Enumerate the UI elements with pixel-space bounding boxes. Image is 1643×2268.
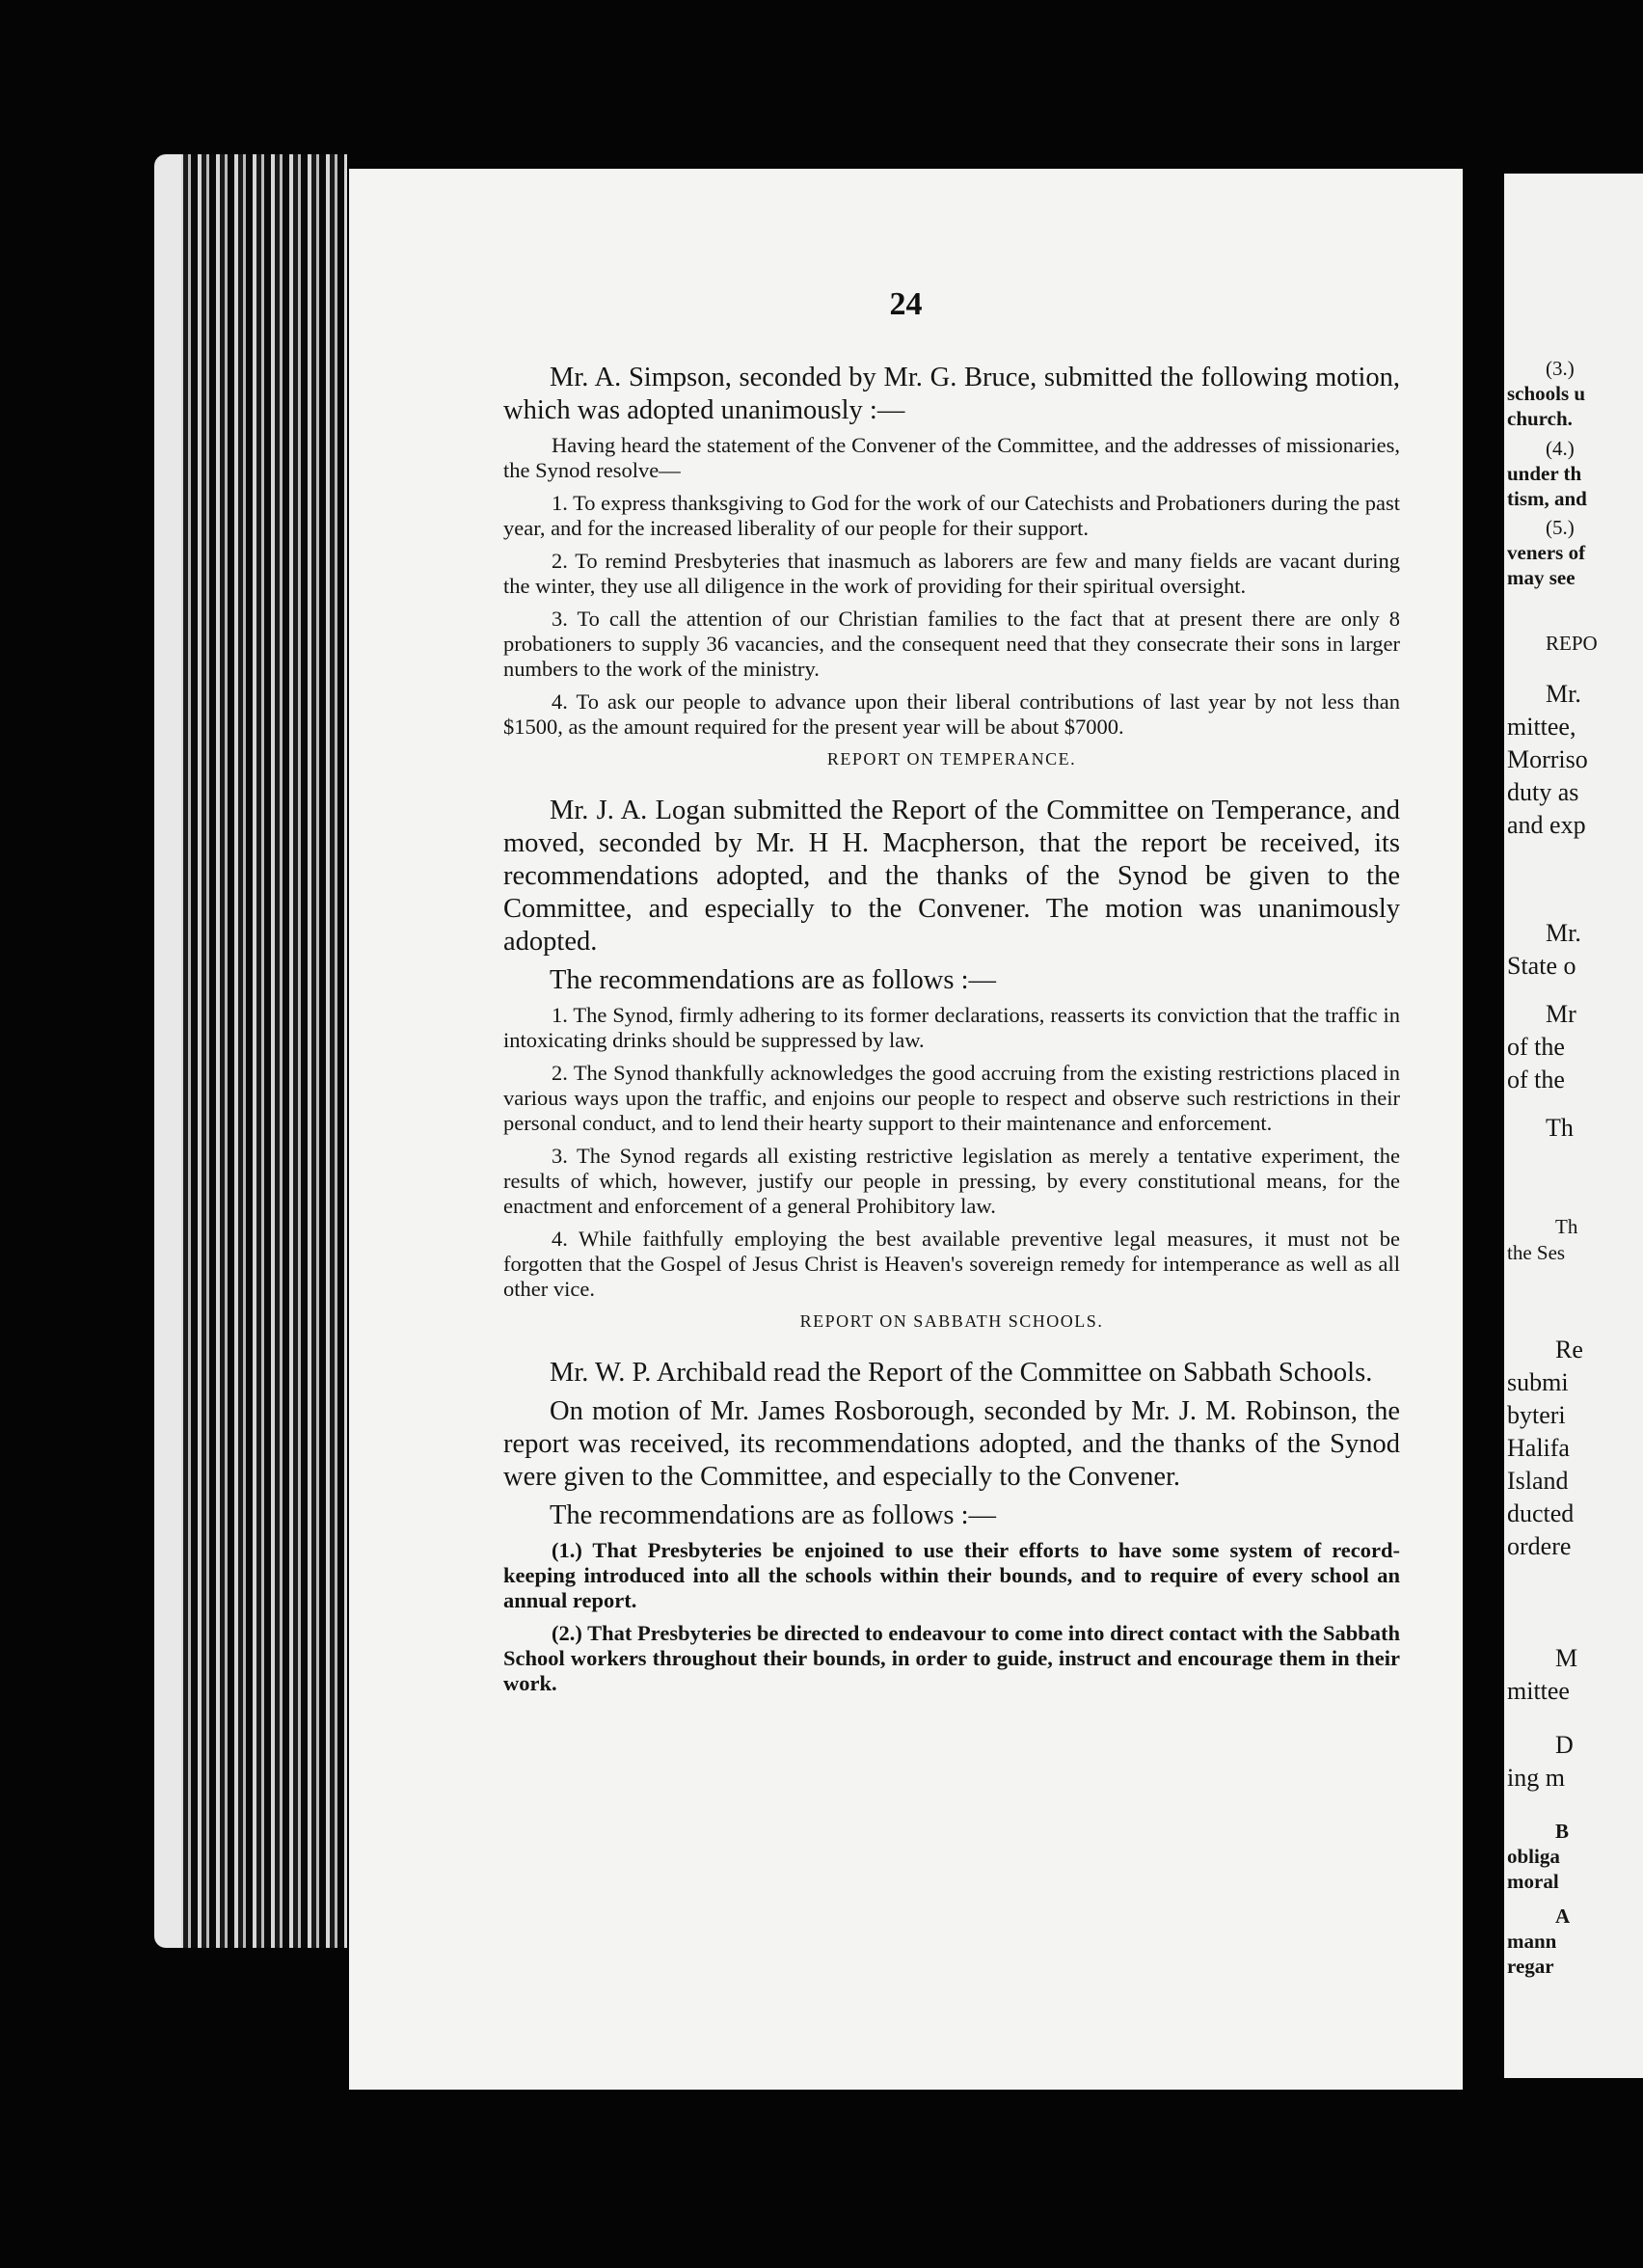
right-page-text-fragment: Island [1507, 1467, 1569, 1495]
left-page [349, 169, 1463, 2090]
right-page-text-fragment: Mr. [1546, 919, 1581, 947]
right-page-text-fragment: Halifa [1507, 1434, 1570, 1462]
right-page-text-fragment: B [1555, 1820, 1570, 1843]
paragraph: The recommendations are as follows :— [550, 1500, 996, 1530]
right-page-text-fragment: Mr. [1546, 680, 1581, 708]
right-page-text-fragment: REPO [1546, 632, 1598, 655]
right-page-text-fragment: ducted [1507, 1499, 1575, 1527]
right-page-text-fragment: of the [1507, 1066, 1565, 1094]
right-page-text-fragment: Morriso [1507, 745, 1588, 773]
right-page-text-fragment: mittee [1507, 1677, 1570, 1705]
right-page-text-fragment: ing m [1507, 1764, 1565, 1792]
right-page-text-fragment: of the [1507, 1033, 1565, 1061]
right-page-text-fragment: tism, and [1507, 487, 1587, 510]
right-page-text-fragment: duty as [1507, 778, 1579, 806]
right-page-text-fragment: schools u [1507, 382, 1586, 405]
right-page-text-fragment: Th [1555, 1215, 1578, 1238]
right-page-text-fragment: may see [1507, 566, 1576, 589]
book-fore-edge [154, 154, 347, 1948]
right-page-text-fragment: State o [1507, 952, 1576, 980]
right-page-text-fragment: Re [1555, 1336, 1583, 1364]
paragraph: The recommendations are as follows :— [550, 965, 996, 995]
resolution-item: 2. To remind Presbyteries that inasmuch as laborers are few and many fields are vacant during the winter, they use all diligence in the work of providing for their spiritual oversight. [503, 549, 1400, 598]
right-page-text-fragment: submi [1507, 1368, 1569, 1396]
resolution-item: 2. The Synod thankfully acknowledges the good accruing from the existing restrictions placed in various ways upon the traffic, and enjoins our people to respect and observe such restrictions in their personal conduct, and to lend their hearty support to their maintenance and enforcement. [503, 1061, 1400, 1135]
right-page-text-fragment: (3.) [1546, 357, 1575, 380]
paragraph: On motion of Mr. James Rosborough, seconded by Mr. J. M. Robinson, the report was received, its recommendations adopted, and the thanks of the Synod were given to the Committee, and especially to the Convener. [503, 1396, 1400, 1492]
recommendation-item: (1.) That Presbyteries be enjoined to use their efforts to have some system of record-keeping introduced into all the schools within their bounds, and to require of every school an annual report. [503, 1538, 1400, 1612]
right-page-text-fragment: Th [1546, 1114, 1574, 1142]
paragraph: Mr. A. Simpson, seconded by Mr. G. Bruce, submitted the following motion, which was adopted unanimously :— [503, 363, 1400, 425]
resolution-item: 3. To call the attention of our Christian families to the fact that at present there are only 8 probationers to supply 36 vacancies, and the consequent need that they consecrate their sons in larger numbers to the work of the ministry. [503, 607, 1400, 681]
section-heading: REPORT ON SABBATH SCHOOLS. [799, 1311, 1104, 1331]
resolution-item: 4. While faithfully employing the best available preventive legal measures, it must not be forgotten that the Gospel of Jesus Christ is Heaven's sovereign remedy for intemperance as well as all other vice. [503, 1227, 1400, 1301]
right-page-text-fragment: Mr [1546, 1000, 1576, 1028]
page-body [503, 362, 1400, 1704]
right-page-text-fragment: veners of [1507, 541, 1586, 564]
right-page-text-fragment: (4.) [1546, 437, 1575, 460]
right-page-text-fragment: byteri [1507, 1401, 1566, 1429]
page-number: 24 [889, 286, 923, 322]
book-edge-highlight [154, 154, 181, 1948]
right-page-text-fragment: moral [1507, 1870, 1559, 1893]
right-page-text-fragment: (5.) [1546, 516, 1575, 539]
right-page-text-fragment: M [1555, 1644, 1578, 1672]
right-page-text-fragment: and exp [1507, 811, 1586, 839]
resolution-item: 1. The Synod, firmly adhering to its former declarations, reasserts its conviction that the traffic in intoxicating drinks should be suppressed by law. [503, 1003, 1400, 1052]
resolution-item: 4. To ask our people to advance upon their liberal contributions of last year by not less than $1500, as the amount required for the present year will be about $7000. [503, 689, 1400, 739]
section-heading: REPORT ON TEMPERANCE. [826, 749, 1077, 769]
right-page-text-fragment: A [1555, 1904, 1571, 1928]
right-page-text-fragment: under th [1507, 462, 1582, 485]
resolution-item: 1. To express thanksgiving to God for the work of our Catechists and Probationers during the past year, and for the increased liberality of our people for their support. [503, 491, 1400, 540]
right-page-text-fragment: mittee, [1507, 713, 1576, 741]
paragraph: Mr. W. P. Archibald read the Report of the Committee on Sabbath Schools. [550, 1358, 1373, 1388]
right-page-text-fragment: regar [1507, 1955, 1554, 1978]
right-page-edge [1504, 174, 1643, 2078]
right-page-text-fragment: D [1555, 1731, 1574, 1759]
right-page-text-fragment: church. [1507, 407, 1573, 430]
resolution-item: Having heard the statement of the Convener of the Committee, and the addresses of missionaries, the Synod resolve— [503, 433, 1400, 482]
right-page-text-fragment: ordere [1507, 1532, 1572, 1560]
resolution-item: 3. The Synod regards all existing restrictive legislation as merely a tentative experiment, the results of which, however, justify our people in pressing, by every constitutional means, for the enactment and enforcement of a general Prohibitory law. [503, 1144, 1400, 1218]
recommendation-item: (2.) That Presbyteries be directed to endeavour to come into direct contact with the Sabbath School workers throughout their bounds, in order to guide, instruct and encourage them in their work. [503, 1621, 1400, 1695]
paragraph: Mr. J. A. Logan submitted the Report of the Committee on Temperance, and moved, seconded by Mr. H H. Macpherson, that the report be received, its recommendations adopted, and the thanks of the Synod be given to the Committee, and especially to the Convener. The motion was unanimously adopted. [503, 796, 1400, 957]
right-page-text-fragment: obliga [1507, 1845, 1560, 1868]
right-page-text-fragment: mann [1507, 1930, 1557, 1953]
right-page-text-fragment: the Ses [1507, 1241, 1566, 1264]
